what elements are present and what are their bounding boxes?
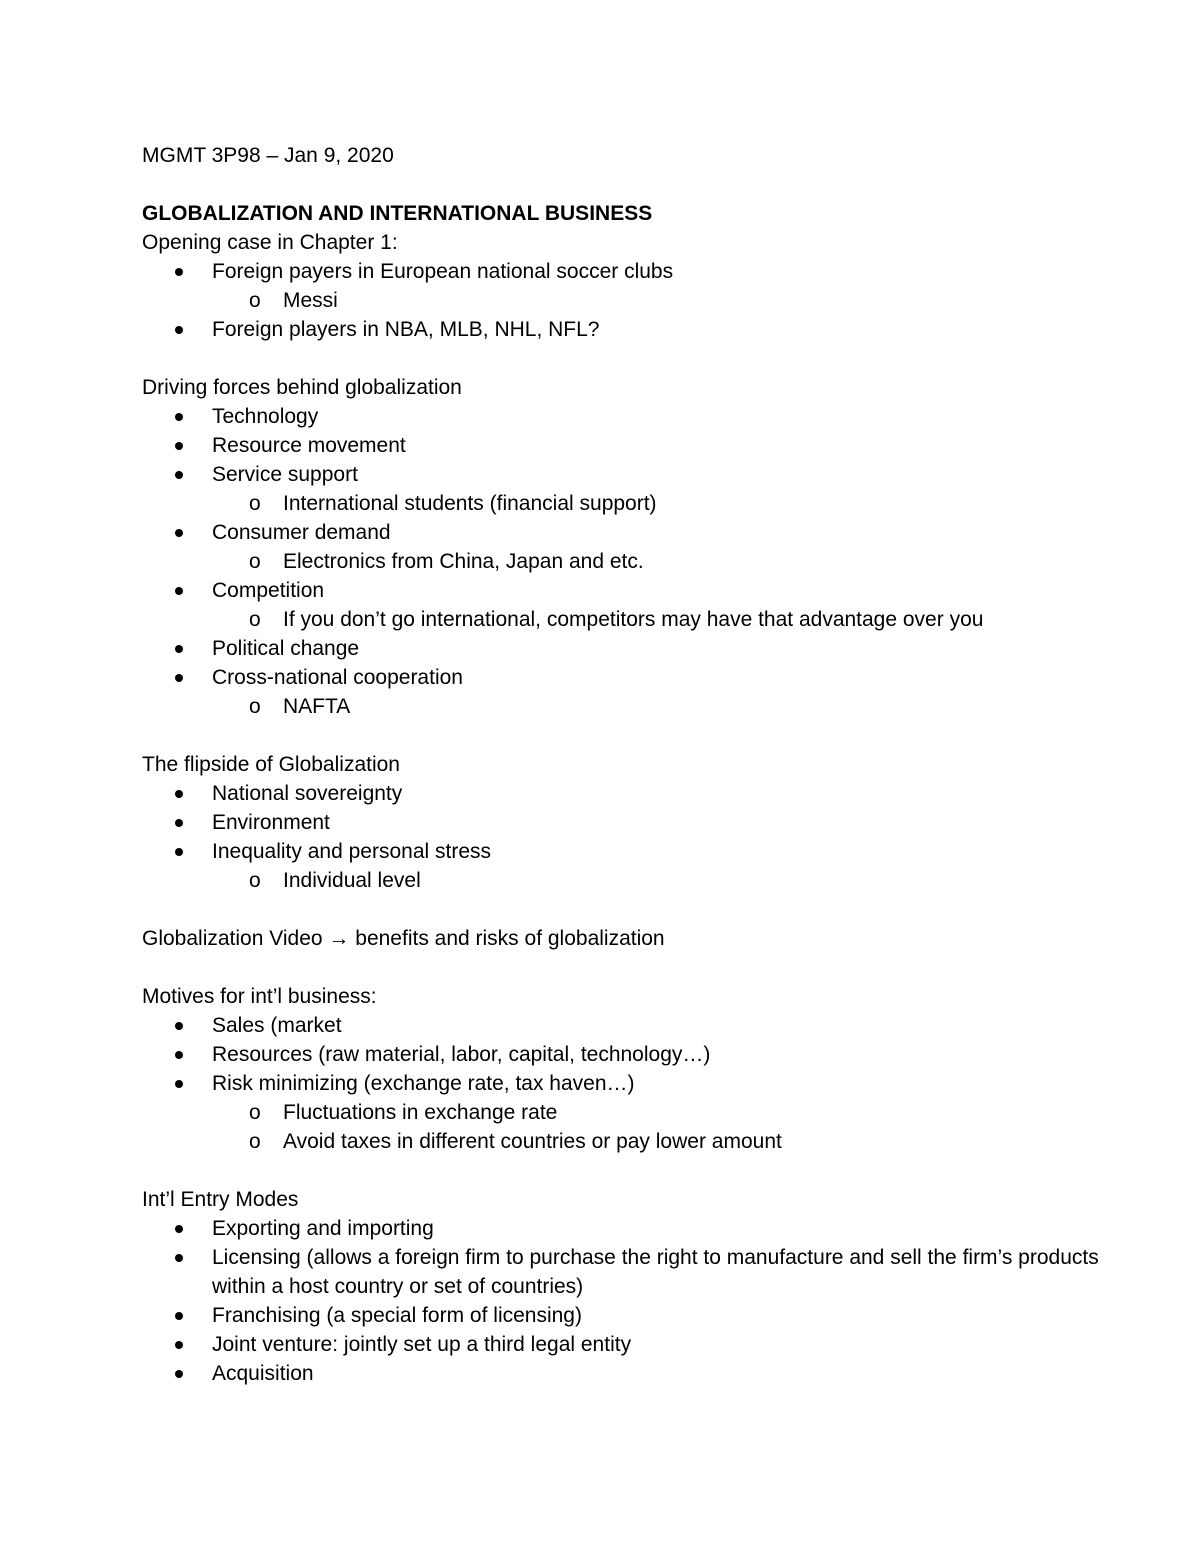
sub-bullet-icon: o xyxy=(249,289,261,312)
section-heading-text: Globalization Video xyxy=(142,927,323,950)
list-item-text: Competition xyxy=(212,579,325,602)
document-body xyxy=(142,141,1102,1388)
bullet-icon xyxy=(175,471,183,479)
list-item-text: Foreign players in NBA, MLB, NHL, NFL? xyxy=(212,318,600,341)
list-item-text: Franchising (a special form of licensing) xyxy=(212,1304,582,1327)
list-item-text: Sales (market xyxy=(212,1014,342,1037)
list-item xyxy=(142,1330,1102,1359)
section-heading-text: Opening case in Chapter 1: xyxy=(142,231,398,254)
list-item-text: Inequality and personal stress xyxy=(212,840,491,863)
bullet-icon xyxy=(175,413,183,421)
list-item-text: Technology xyxy=(212,405,319,428)
list-item xyxy=(142,1243,1102,1301)
document-title: GLOBALIZATION AND INTERNATIONAL BUSINESS xyxy=(142,202,653,225)
section-heading-text: The flipside of Globalization xyxy=(142,753,400,776)
sub-bullet-icon: o xyxy=(249,550,261,573)
list-item-text: Service support xyxy=(212,463,358,486)
bullet-icon xyxy=(175,645,183,653)
sub-list-item-text: Individual level xyxy=(283,869,421,892)
sub-list-item-text: International students (financial support) xyxy=(283,492,657,515)
list-item xyxy=(142,808,1102,837)
bullet-icon xyxy=(175,442,183,450)
document-header: MGMT 3P98 – Jan 9, 2020 xyxy=(142,144,394,167)
list-item-text: Acquisition xyxy=(212,1362,314,1385)
list-item-text: Environment xyxy=(212,811,330,834)
list-item-text: Risk minimizing (exchange rate, tax haven…) xyxy=(212,1072,635,1095)
section-heading xyxy=(142,228,1102,257)
sub-list-item xyxy=(142,866,1102,895)
list-item xyxy=(142,634,1102,663)
sub-list-item-text: NAFTA xyxy=(283,695,351,718)
bullet-icon xyxy=(175,587,183,595)
sub-bullet-icon: o xyxy=(249,608,261,631)
section-heading xyxy=(142,750,1102,779)
list-item xyxy=(142,779,1102,808)
sub-list-item xyxy=(142,1098,1102,1127)
list-item xyxy=(142,518,1102,547)
spacer xyxy=(142,721,1102,750)
sub-list-item xyxy=(142,605,1102,634)
sub-list-item-text: Avoid taxes in different countries or pay lower amount xyxy=(283,1130,782,1153)
list-item xyxy=(142,315,1102,344)
section-heading-text: Int’l Entry Modes xyxy=(142,1188,299,1211)
sub-list-item xyxy=(142,547,1102,576)
list-item-text: Foreign payers in European national soccer clubs xyxy=(212,260,674,283)
list-item xyxy=(142,1359,1102,1388)
sub-list-item-text: Messi xyxy=(283,289,338,312)
list-item-text: National sovereignty xyxy=(212,782,403,805)
list-item xyxy=(142,663,1102,692)
spacer xyxy=(142,895,1102,924)
list-item-text: Political change xyxy=(212,637,360,660)
section-heading-text: Driving forces behind globalization xyxy=(142,376,462,399)
bullet-icon xyxy=(175,1051,183,1059)
bullet-icon xyxy=(175,1225,183,1233)
list-item-text: Consumer demand xyxy=(212,521,391,544)
list-item xyxy=(142,1214,1102,1243)
bullet-icon xyxy=(175,1022,183,1030)
section-heading xyxy=(142,1185,1102,1214)
bullet-icon xyxy=(175,1254,183,1262)
list-item xyxy=(142,837,1102,866)
list-item-text: Cross-national cooperation xyxy=(212,666,463,689)
sub-bullet-icon: o xyxy=(249,1101,261,1124)
bullet-icon xyxy=(175,790,183,798)
section-heading xyxy=(142,982,1102,1011)
spacer xyxy=(142,1156,1102,1185)
sub-list-item xyxy=(142,692,1102,721)
list-item xyxy=(142,402,1102,431)
spacer xyxy=(142,170,1102,199)
sub-bullet-icon: o xyxy=(249,695,261,718)
list-item xyxy=(142,1301,1102,1330)
sub-bullet-icon: o xyxy=(249,869,261,892)
bullet-icon xyxy=(175,268,183,276)
spacer xyxy=(142,953,1102,982)
bullet-icon xyxy=(175,674,183,682)
list-item xyxy=(142,431,1102,460)
list-item xyxy=(142,1040,1102,1069)
list-item-text: Resource movement xyxy=(212,434,406,457)
list-item xyxy=(142,1011,1102,1040)
section-heading-rest: benefits and risks of globalization xyxy=(355,927,665,950)
sub-bullet-icon: o xyxy=(249,492,261,515)
section-heading xyxy=(142,924,1102,953)
spacer xyxy=(142,344,1102,373)
sub-list-item-text: If you don’t go international, competitors may have that advantage over you xyxy=(283,608,984,631)
list-item xyxy=(142,1069,1102,1098)
sub-bullet-icon: o xyxy=(249,1130,261,1153)
list-item-text: Joint venture: jointly set up a third legal entity xyxy=(212,1333,632,1356)
sub-list-item xyxy=(142,489,1102,518)
section-heading-text: Motives for int’l business: xyxy=(142,985,377,1008)
bullet-icon xyxy=(175,1312,183,1320)
sub-list-item-text: Fluctuations in exchange rate xyxy=(283,1101,558,1124)
bullet-icon xyxy=(175,819,183,827)
sections-container xyxy=(142,228,1102,1388)
list-item xyxy=(142,257,1102,286)
list-item-text: Licensing (allows a foreign firm to purchase the right to manufacture and sell the firm’s products within a host country or set of countries) xyxy=(212,1246,1099,1298)
sub-list-item-text: Electronics from China, Japan and etc. xyxy=(283,550,644,573)
section-heading xyxy=(142,373,1102,402)
bullet-icon xyxy=(175,848,183,856)
bullet-icon xyxy=(175,326,183,334)
list-item xyxy=(142,576,1102,605)
list-item-text: Exporting and importing xyxy=(212,1217,434,1240)
bullet-icon xyxy=(175,529,183,537)
list-item-text: Resources (raw material, labor, capital, technology…) xyxy=(212,1043,711,1066)
bullet-icon xyxy=(175,1080,183,1088)
list-item xyxy=(142,460,1102,489)
bullet-icon xyxy=(175,1370,183,1378)
sub-list-item xyxy=(142,1127,1102,1156)
right-arrow-icon: → xyxy=(328,927,350,950)
sub-list-item xyxy=(142,286,1102,315)
bullet-icon xyxy=(175,1341,183,1349)
